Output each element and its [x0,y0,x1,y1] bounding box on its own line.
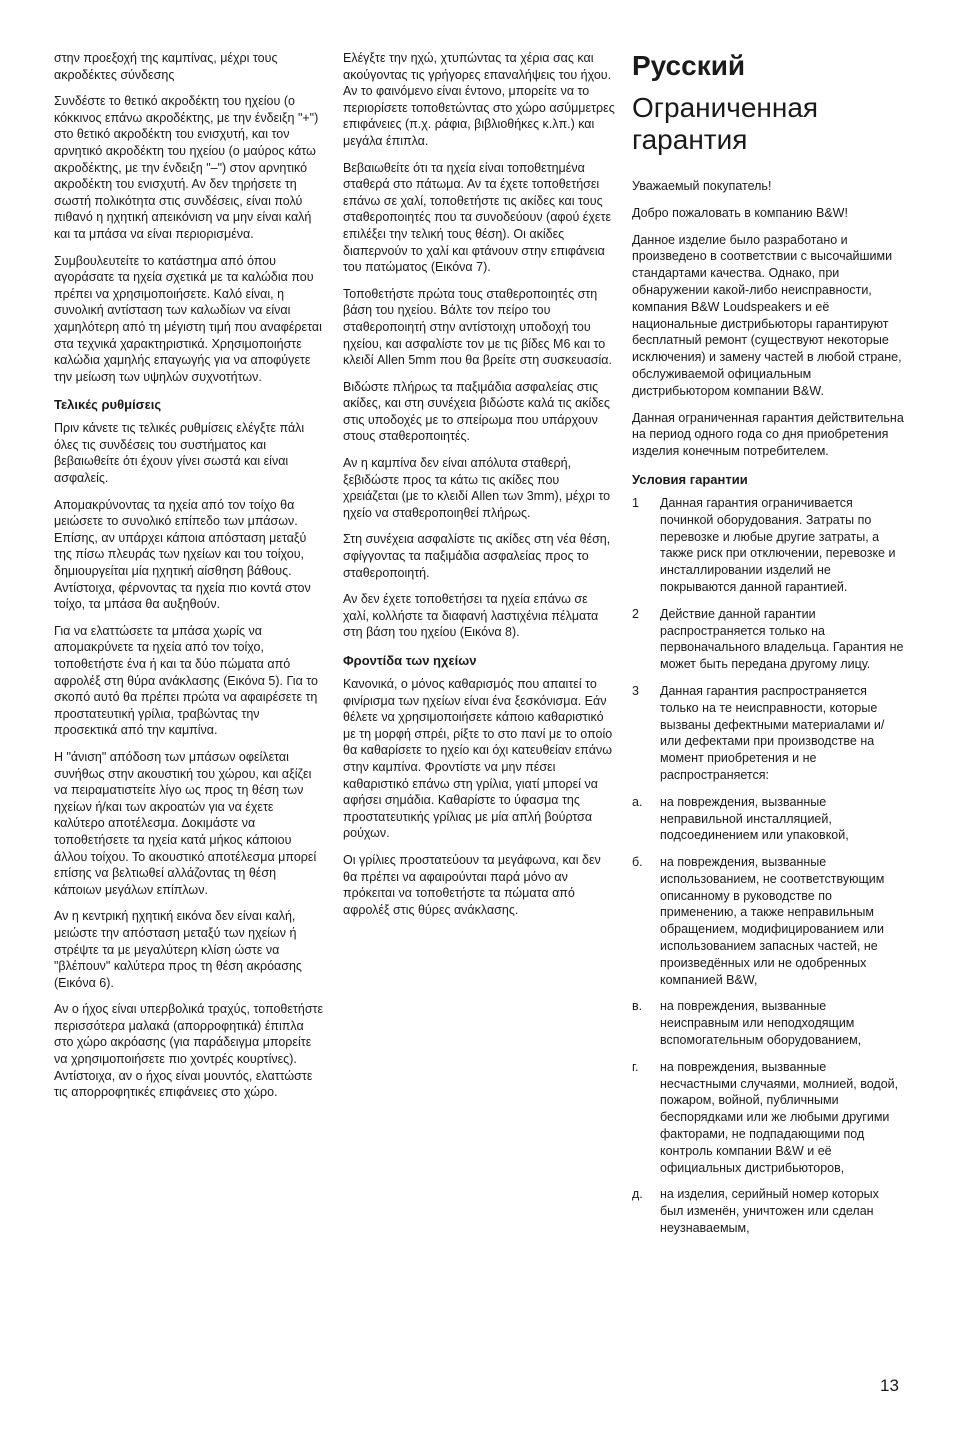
heading-speaker-care: Φροντίδα των ηχείων [343,653,477,668]
list-marker: б. [632,855,643,870]
list-item [632,1186,904,1236]
list-item [632,794,904,844]
heading-final-settings: Τελικές ρυθμίσεις [54,397,162,413]
greek-column-2 [343,50,615,928]
paragraph: Τοποθετήστε πρώτα τους σταθεροποιητές στη βάση του ηχείου. Βάλτε τον πείρο του σταθεροποιητή στην αντίστοιχη υποδοχή του ηχείου, και ασφαλίστε τον με τις βίδες Μ6 και το κλειδί Allen 5mm που θα βρείτε στη συσκευασία. [343,286,612,368]
list-marker: 1 [632,495,639,510]
warranty-terms-list [632,495,904,1237]
language-title: Русский [632,50,746,81]
page-number: 13 [880,1376,899,1395]
list-marker: г. [632,1059,639,1074]
greek-column-1 [54,50,326,1111]
heading-warranty-terms: Условия гарантии [632,471,748,487]
paragraph: Κανονικά, ο μόνος καθαρισμός που απαιτεί το φινίρισμα των ηχείων είναι ένα ξεσκόνισμα. Εάν θέλετε να χρησιμοποιήσετε κάποιο καθαριστικό με τη μορφή σπρέι, ρίξτε το στο πανί με το οποίο θα καθαρίσετε το ηχείο και όχι κατευθείαν επάνω στην καμπίνα. Φροντίστε να μην πέσει καθαριστικό επάνω στη γρίλια, γιατί μπορεί να αφήσει σημάδια. Καθαρίστε το ύφασμα της προστατευτικής γρίλιας με μία απλή βούρτσα ρούχων. [343,677,613,841]
paragraph: Οι γρίλιες προστατεύουν τα μεγάφωνα, και δεν θα πρέπει να αφαιρούνται παρά μόνο αν πρόκειται να τοποθετήστε τα πώματα από αφρολέξ στις θύρες ανάκλασης. [343,852,601,917]
paragraph: Πριν κάνετε τις τελικές ρυθμίσεις ελέγξτε πάλι όλες τις συνδέσεις του συστήματος και βεβαιωθείτε ότι έχουν γίνει σωστά και είναι ασφαλείς. [54,421,305,486]
paragraph: Добро пожаловать в компанию B&W! [632,205,848,220]
paragraph: Για να ελαττώσετε τα μπάσα χωρίς να απομακρύνετε τα ηχεία από τον τοίχο, τοποθετήστε ένα ή και τα δύο πώματα από αφρολέξ στη θύρα ανάκλασης (Εικόνα 5). Για το σκοπό αυτό θα πρέπει πρώτα να αφαιρέσετε τη προστατευτική γρίλια, τραβώντας την προσεκτικά από την καμπίνα. [54,623,319,738]
list-item [632,683,904,784]
list-item-text: на изделия, серийный номер которых был изменён, уничтожен или сделан неузнаваемым, [660,1187,879,1236]
paragraph: Αν δεν έχετε τοποθετήσει τα ηχεία επάνω σε χαλί, κολλήστε τα διαφανή λαστιχένια πέλματα στη βάση του ηχείου (Εικόνα 8). [343,592,599,640]
paragraph: Уважаемый покупатель! [632,179,772,193]
paragraph: Συνδέστε το θετικό ακροδέκτη του ηχείου (ο κόκκινος επάνω ακροδέκτης, με την ένδειξη "+") στο θετικό ακροδέκτη του ενισχυτή, και τον αρνητικό ακροδέκτη του ηχείου (ο μαύρος κάτω ακροδέκτης, με την ένδειξη "–") στον αρνητικό ακροδέκτη του ενισχυτή. Αν δεν τηρήσετε τη σωστή πολικότητα στις συνδέσεις, είναι πολύ πιθανό η ηχητική απεικόνιση να μην είναι καλή και τα μπάσα να είναι περιορισμένα. [54,94,319,241]
paragraph: Данная ограниченная гарантия действительна на период одного года со дня приобретения изделия конечным потребителем. [632,410,904,459]
paragraph: Βεβαιωθείτε ότι τα ηχεία είναι τοποθετημένα σταθερά στο πάτωμα. Αν τα έχετε τοποθετήσει επάνω σε χαλί, τοποθετήστε τις ακίδες και τους σταθεροποιητές που τα συνοδεύουν (αφού έχετε επιλέξει την τελική τους θέση). Οι ακίδες διαπερνούν το χαλί και φτάνουν στην επιφάνεια του πατώματος (Εικόνα 7). [343,160,612,275]
russian-column [632,50,904,1247]
paragraph: Συμβουλευτείτε το κατάστημα από όπου αγοράσατε τα ηχεία σχετικά με τα καλώδια που πρέπει να χρησιμοποιήσετε. Καλό είναι, η συνολική αντίσταση των καλωδίων να είναι χαμηλότερη από τη μέγιστη τιμή που αναφέρεται στα τεχνικά χαρακτηριστικά. Χρησιμοποιήστε καλώδια χαμηλής επαγωγής για να αποφύγετε την μείωση των υψηλών συχνοτήτων. [54,253,322,384]
list-item [632,998,904,1048]
list-marker: 2 [632,606,639,621]
paragraph: Αν η κεντρική ηχητική εικόνα δεν είναι καλή, μειώστε την απόσταση μεταξύ των ηχείων ή στρέψτε τα με μεγαλύτερη κλίση ώστε να "βλέπουν" καλύτερα προς τη θέση ακρόασης (Εικόνα 6). [54,909,302,990]
paragraph: Данное изделие было разработано и произведено в соответствии с высочайшими стандартами качества. Однако, при обнаружении какой-либо неисправности, компания B&W Loudspeakers и её национальные дистрибьюторы гарантируют бесплатный ремонт (существуют некоторые исключения) и замену частей в любой стране, обслуживаемой официальным дистрибьютором компании B&W. [632,232,902,398]
list-item [632,1059,904,1177]
list-item [632,854,904,988]
list-item [632,606,904,673]
list-item [632,495,904,596]
list-item-text: на повреждения, вызванные использованием, не соответствующим описанному в руководстве по применению, а также неправильным обращением, модифицированием или использованием запасных частей, не произведённых или не одобренных компанией B&W, [660,855,885,987]
paragraph: Η "άνιση" απόδοση των μπάσων οφείλεται συνήθως στην ακουστική του χώρου, και αξίζει να πειραματιστείτε λίγο ως προς τη θέση των ηχείων ή/και των ακροατών για να έχετε καλύτερο αποτέλεσμα. Δοκιμάστε να τοποθετήσετε τα ηχεία κατά μήκος κάποιου άλλου τοίχου. Το ακουστικό αποτέλεσμα μπορεί επίσης να βελτιωθεί αλλάζοντας τη θέση κάποιων μεγάλων επίπλων. [54,749,317,897]
list-marker: а. [632,794,643,809]
paragraph: Στη συνέχεια ασφαλίστε τις ακίδες στη νέα θέση, σφίγγοντας τα παξιμάδια ασφαλείας προς το σταθεροποιητή. [343,532,611,580]
list-item-text: Данная гарантия распространяется только на те неисправности, которые вызваны дефектными материалами и/или дефектами при производстве на момент приобретения и не распространяется: [660,683,885,782]
list-item-text: на повреждения, вызванные неисправным или неподходящим вспомогательным оборудованием, [660,999,862,1048]
list-marker: 3 [632,683,639,698]
paragraph: Αν η καμπίνα δεν είναι απόλυτα σταθερή, ξεβιδώστε προς τα κάτω τις ακίδες που χρειάζεται (με το κλειδί Allen των 3mm), μέχρι το ηχείο να σταθεροποιηθεί πλήρως. [343,456,611,520]
list-item-text: Действие данной гарантии распространяется только на первоначального владельца. Гарантия не может быть передана другому лицу. [660,606,904,672]
section-title: Ограниченная гарантия [632,92,819,155]
paragraph: Αν ο ήχος είναι υπερβολικά τραχύς, τοποθετήστε περισσότερα μαλακά (απορροφητικά) έπιπλα στο χώρο ακρόασης (για παράδειγμα μπορείτε να χρησιμοποιήσετε πιο χοντρές κουρτίνες). Αντίστοιχα, αν ο ήχος είναι μουντός, ελαττώστε τις απορροφητικές επιφάνειες στο χώρο. [54,1002,324,1100]
list-marker: в. [632,999,643,1014]
list-marker: д. [632,1187,643,1202]
paragraph: στην προεξοχή της καμπίνας, μέχρι τους ακροδέκτες σύνδεσης [54,51,278,82]
paragraph: Βιδώστε πλήρως τα παξιμάδια ασφαλείας στις ακίδες, και στη συνέχεια βιδώστε καλά τις ακίδες στις υποδοχές με το σπείρωμα που υπάρχουν στους σταθεροποιητές. [343,379,610,444]
list-item-text: на повреждения, вызванные неправильной инсталляцией, подсоединением или упаковкой, [660,794,849,843]
paragraph: Απομακρύνοντας τα ηχεία από τον τοίχο θα μειώσετε το συνολικό επίπεδο των μπάσων. Επίσης, αν υπάρχει κάποια απόσταση μεταξύ της πίσω πλευράς των ηχείων και του τοίχου, δημιουργείται μία ηχητική αίσθηση βάθους. Αντίστοιχα, φέρνοντας τα ηχεία πιο κοντά στον τοίχο, τα μπάσα θα αυξηθούν. [54,497,311,612]
list-item-text: Данная гарантия ограничивается починкой оборудования. Затраты по перевозке и любые другие затраты, а также риск при отключении, перевозке и инсталлировании изделий не покрываются данной гарантией. [660,495,896,594]
paragraph: Ελέγξτε την ηχώ, χτυπώντας τα χέρια σας και ακούγοντας τις γρήγορες επαναλήψεις του ήχου. Αν το φαινόμενο είναι έντονο, μπορείτε να το περιορίσετε τοποθετώντας στο χώρο ασύμμετρες επιφάνειες (π.χ. ράφια, βιβλιοθήκες κ.λπ.) και μεγάλα έπιπλα. [343,51,615,148]
list-item-text: на повреждения, вызванные несчастными случаями, молнией, водой, пожаром, войной, публичными беспорядками или же любыми другими факторами, не подпадающими под контроль компании B&W и её официальных дистрибьюторов, [660,1059,899,1175]
